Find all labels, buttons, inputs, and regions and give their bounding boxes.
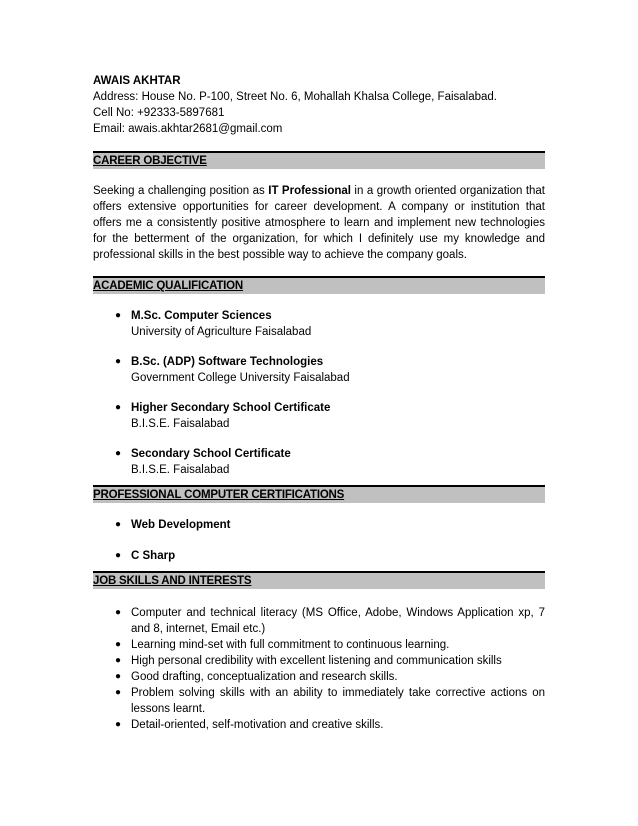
career-text-before: Seeking a challenging position as <box>93 185 269 197</box>
applicant-name: AWAIS AKHTAR <box>93 75 181 87</box>
skill-text: Detail-oriented, self-motivation and creative skills. <box>131 719 384 731</box>
skill-item <box>93 605 545 637</box>
career-objective-heading-bar <box>93 151 545 169</box>
bullet-icon: ● <box>115 687 122 698</box>
bullet-icon: ● <box>115 719 122 730</box>
skill-item <box>93 685 545 717</box>
degree-institution: Government College University Faisalabad <box>131 372 350 384</box>
certification-title: C Sharp <box>131 550 176 562</box>
academic-item <box>93 400 545 432</box>
bullet-icon: ● <box>115 655 122 666</box>
skill-item <box>93 717 545 733</box>
skills-heading: JOB SKILLS AND INTERESTS <box>93 575 252 587</box>
bullet-icon: ● <box>115 607 122 618</box>
career-objective-text <box>93 183 545 263</box>
bullet-icon: ● <box>115 356 122 367</box>
academic-list <box>93 308 545 478</box>
skill-item <box>93 653 545 669</box>
cell-line: Cell No: +92333-5897681 <box>93 107 225 119</box>
bullet-icon: ● <box>115 448 122 459</box>
certifications-heading: PROFESSIONAL COMPUTER CERTIFICATIONS <box>93 489 345 501</box>
bullet-icon: ● <box>115 310 122 321</box>
skill-text: Problem solving skills with an ability to immediately take corrective actions on lessons learnt. <box>131 687 545 715</box>
certifications-heading-bar <box>93 485 545 503</box>
bullet-icon: ● <box>115 639 122 650</box>
bullet-icon: ● <box>115 519 122 530</box>
degree-title: Secondary School Certificate <box>131 448 291 460</box>
degree-title: M.Sc. Computer Sciences <box>131 310 272 322</box>
academic-heading: ACADEMIC QUALIFICATION <box>93 280 243 292</box>
career-text-after: in a growth oriented organization that offers extensive opportunities for career development. A company or institution that offers me a consistently positive atmosphere to learn and implement new technologies for the betterment of the organization, for which I definitely use my knowledge and professional skills in the best possible way to achieve the company goals. <box>93 185 546 261</box>
bullet-icon: ● <box>115 671 122 682</box>
skill-item <box>93 669 545 685</box>
career-text-bold: IT Professional <box>268 185 351 197</box>
address-line: Address: House No. P-100, Street No. 6, Mohallah Khalsa College, Faisalabad. <box>93 91 497 103</box>
certification-item <box>93 548 545 564</box>
email-line: Email: awais.akhtar2681@gmail.com <box>93 123 283 135</box>
academic-item <box>93 308 545 340</box>
degree-institution: University of Agriculture Faisalabad <box>131 326 312 338</box>
bullet-icon: ● <box>115 550 122 561</box>
resume-content <box>93 73 545 733</box>
skill-text: Good drafting, conceptualization and research skills. <box>131 671 398 683</box>
academic-item <box>93 446 545 478</box>
certification-item <box>93 517 545 533</box>
degree-title: B.Sc. (ADP) Software Technologies <box>131 356 324 368</box>
certifications-list <box>93 517 545 564</box>
skill-text: High personal credibility with excellent listening and communication skills <box>131 655 502 667</box>
skill-item <box>93 637 545 653</box>
career-objective-heading: CAREER OBJECTIVE <box>93 155 207 167</box>
degree-institution: B.I.S.E. Faisalabad <box>131 464 230 476</box>
degree-title: Higher Secondary School Certificate <box>131 402 331 414</box>
skill-text: Computer and technical literacy (MS Office, Adobe, Windows Application xp, 7 and 8, internet, Email etc.) <box>131 607 545 635</box>
skills-heading-bar <box>93 571 545 589</box>
skill-text: Learning mind-set with full commitment to continuous learning. <box>131 639 450 651</box>
academic-heading-bar <box>93 276 545 294</box>
bullet-icon: ● <box>115 402 122 413</box>
skills-list <box>93 605 545 733</box>
certification-title: Web Development <box>131 519 231 531</box>
academic-item <box>93 354 545 386</box>
degree-institution: B.I.S.E. Faisalabad <box>131 418 230 430</box>
